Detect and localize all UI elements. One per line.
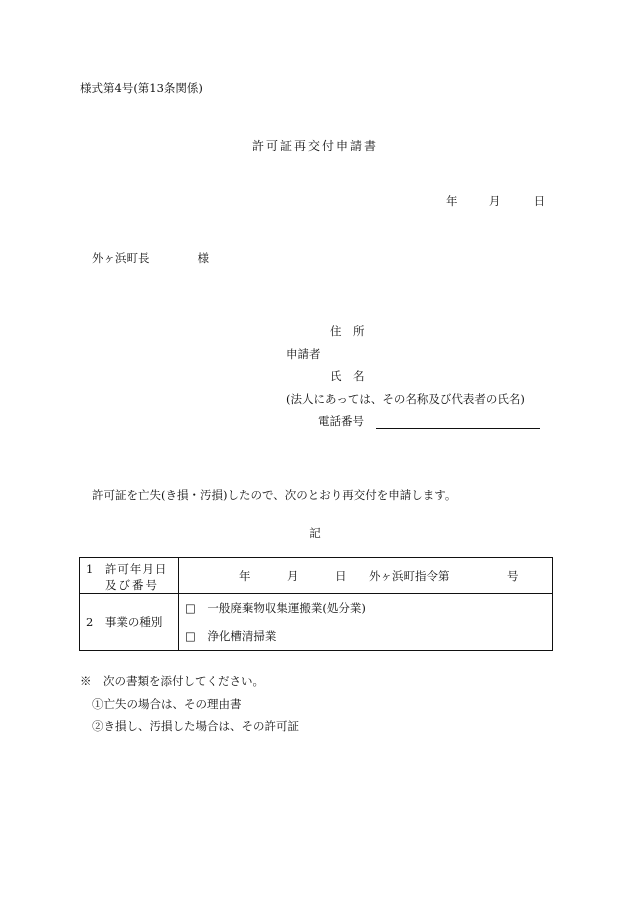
permit-label-cell [80, 558, 179, 594]
phone-input-line[interactable] [376, 415, 540, 429]
attachment-item: ②き損し、汚損した場合は、その許可証 [92, 719, 299, 733]
table-row-business-type [80, 594, 553, 651]
permit-suffix: 号 [507, 569, 519, 583]
permit-day: 日 [335, 569, 347, 583]
row1-number: 1 [86, 562, 94, 576]
form-number: 様式第4号(第13条関係) [80, 81, 203, 95]
option-general-waste[interactable]: □ 一般廃棄物収集運搬業(処分業) [185, 601, 366, 615]
addressee-name: 外ヶ浜町長 [92, 251, 150, 265]
name-label: 氏 名 [330, 369, 365, 383]
permit-value-cell[interactable] [179, 558, 553, 594]
option-septic-cleaning[interactable]: □ 浄化槽清掃業 [185, 629, 277, 643]
permit-year: 年 [239, 569, 251, 583]
row2-number: 2 [86, 615, 94, 629]
attachment-item: ①亡失の場合は、その理由書 [92, 697, 242, 711]
business-type-options-cell [179, 594, 553, 651]
table-row-permit [80, 558, 553, 594]
row2-label: 事業の種別 [104, 615, 163, 629]
addressee [92, 250, 209, 266]
ki-heading: 記 [309, 526, 321, 540]
date-month: 月 [488, 194, 501, 208]
date-line [446, 193, 545, 209]
row1-label-line1: 許可年月日 [104, 562, 168, 576]
permit-prefix: 外ヶ浜町指令第 [369, 569, 450, 583]
date-year: 年 [446, 194, 458, 208]
phone-label: 電話番号 [318, 414, 364, 428]
date-day: 日 [533, 194, 546, 208]
phone-row [318, 413, 540, 429]
document-title: 許可証再交付申請書 [251, 139, 378, 153]
application-statement: 許可証を亡失(き損・汚損)したので、次のとおり再交付を申請します。 [92, 488, 457, 502]
permit-month: 月 [287, 569, 299, 583]
address-label: 住 所 [330, 324, 365, 338]
addressee-honorific: 様 [197, 251, 209, 265]
applicant-label: 申請者 [286, 347, 321, 361]
info-table [79, 557, 553, 651]
business-type-label-cell [80, 594, 179, 651]
corporate-note: (法人にあっては、その名称及び代表者の氏名) [286, 392, 525, 406]
attachment-notice: ※ 次の書類を添付してください。 [80, 674, 264, 688]
row1-label-line2: 及び番号 [105, 578, 159, 592]
